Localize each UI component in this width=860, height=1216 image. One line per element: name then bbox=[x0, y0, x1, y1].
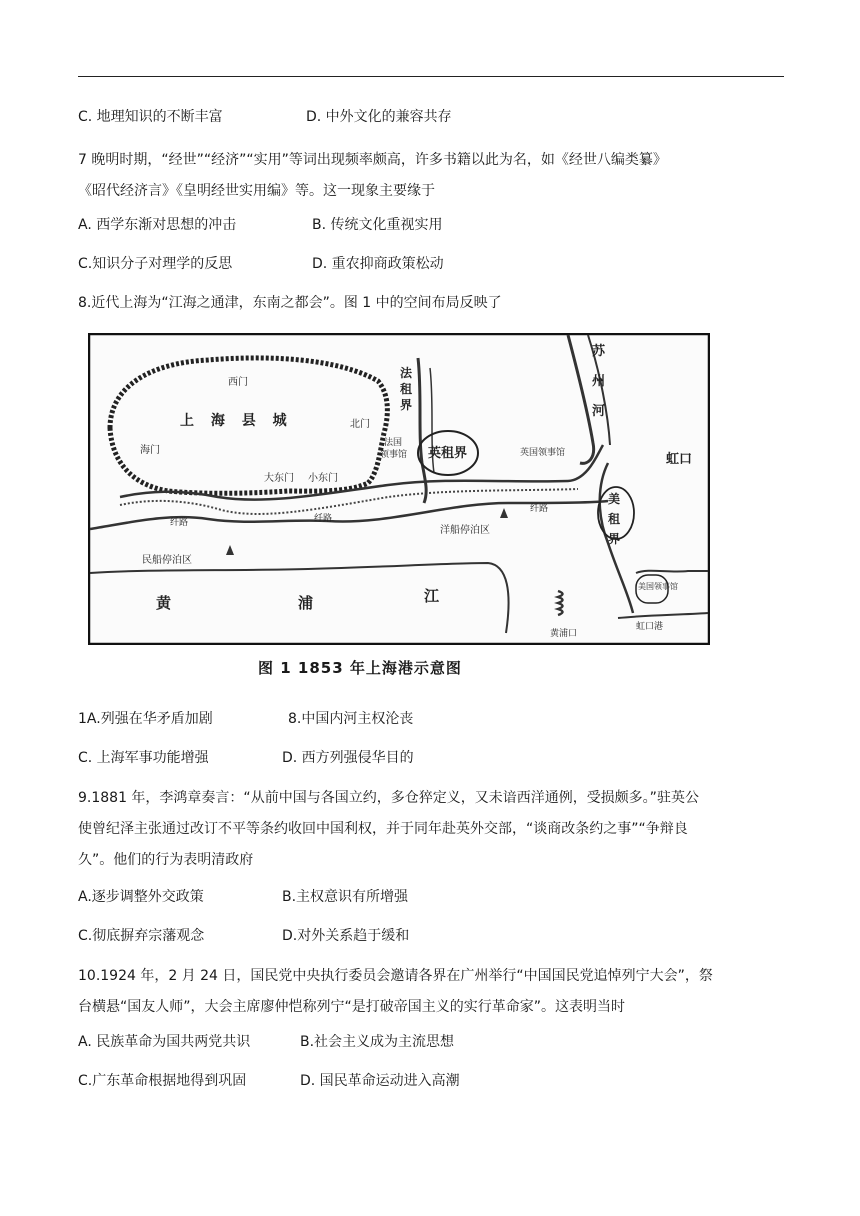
map-label-suzhou-3: 河 bbox=[592, 404, 606, 419]
q9-option-a: A.逐步调整外交政策 bbox=[78, 889, 204, 905]
map-label-mei-3: 界 bbox=[608, 532, 621, 546]
header-rule bbox=[78, 76, 784, 77]
map-label-qianlu-1: 纤路 bbox=[170, 518, 189, 528]
map-label-huangpu-2: 浦 bbox=[298, 594, 314, 612]
map-label-junk-anchorage: 民船停泊区 bbox=[142, 555, 192, 566]
map-label-hongkou: 虹口 bbox=[666, 452, 693, 467]
map-label-mei-1: 美 bbox=[608, 492, 621, 506]
q8-option-d: D. 西方列强侵华目的 bbox=[282, 750, 414, 766]
map-label-beimen: 北门 bbox=[350, 419, 370, 430]
q7-stem-line1: 7 晚明时期，“经世”“经济”“实用”等词出现频率颇高，许多书籍以此为名，如《经世八编类纂》 bbox=[78, 152, 667, 168]
q9-option-d: D.对外关系趋于缓和 bbox=[282, 928, 410, 944]
q8-option-c: C. 上海军事功能增强 bbox=[78, 750, 209, 766]
q7-option-c: C.知识分子对理学的反思 bbox=[78, 256, 233, 272]
shanghai-port-map bbox=[88, 333, 710, 645]
q10-option-b: B.社会主义成为主流思想 bbox=[300, 1034, 455, 1050]
q8-option-b: 8.中国内河主权沦丧 bbox=[288, 711, 414, 727]
map-label-huangpu-3: 江 bbox=[424, 587, 440, 605]
map-label-fa-1: 法 bbox=[400, 366, 413, 380]
map-label-huangpu-1: 黄 bbox=[156, 594, 172, 612]
q10-option-a: A. 民族革命为国共两党共识 bbox=[78, 1034, 251, 1050]
map-label-haimen: 海门 bbox=[140, 445, 160, 456]
q9-option-c: C.彻底摒弃宗藩观念 bbox=[78, 928, 205, 944]
q10-stem-line1: 10.1924 年，2 月 24 日，国民党中央执行委员会邀请各界在广州举行“中国国民党追悼列宁大会”，祭 bbox=[78, 968, 713, 984]
map-label-city: 上 海 县 城 bbox=[180, 413, 293, 429]
map-label-us-consulate: 美国领事馆 bbox=[638, 582, 678, 591]
q10-option-c: C.广东革命根据地得到巩固 bbox=[78, 1073, 247, 1089]
map-label-uk-consulate: 英国领事馆 bbox=[520, 448, 566, 458]
q8-option-a: 1A.列强在华矛盾加剧 bbox=[78, 711, 213, 727]
q6-option-d: D. 中外文化的兼容共存 bbox=[306, 109, 452, 125]
q7-option-a: A. 西学东渐对思想的冲击 bbox=[78, 217, 237, 233]
figure-caption: 图 1 1853 年上海港示意图 bbox=[258, 659, 462, 677]
map-label-qianlu-3: 纤路 bbox=[530, 504, 549, 514]
q9-stem-line3: 久”。他们的行为表明清政府 bbox=[78, 852, 254, 868]
map-label-ximen: 西门 bbox=[228, 377, 248, 388]
q7-stem-line2: 《昭代经济言》《皇明经世实用编》等。这一现象主要缘于 bbox=[78, 183, 435, 199]
q6-option-c: C. 地理知识的不断丰富 bbox=[78, 109, 223, 125]
q8-stem: 8.近代上海为“江海之通津，东南之都会”。图 1 中的空间布局反映了 bbox=[78, 295, 502, 311]
q7-option-b: B. 传统文化重视实用 bbox=[312, 217, 443, 233]
map-label-fr-consulate-1: 法国 bbox=[384, 438, 403, 448]
q10-option-d: D. 国民革命运动进入高潮 bbox=[300, 1073, 460, 1089]
map-label-dadongmen: 大东门 bbox=[264, 473, 294, 484]
map-label-mei-2: 租 bbox=[608, 512, 621, 526]
q9-stem-line2: 使曾纪泽主张通过改订不平等条约收回中国利权，并于同年赴英外交部，“谈商改条约之事”“争辩良 bbox=[78, 821, 688, 837]
map-label-suzhou-1: 苏 bbox=[592, 344, 606, 359]
map-label-xiaodongmen: 小东门 bbox=[308, 473, 338, 484]
q10-stem-line2: 台横悬“国友人师”，大会主席廖仲恺称列宁“是打破帝国主义的实行革命家”。这表明当时 bbox=[78, 999, 626, 1015]
map-label-qianlu-2: 纤路 bbox=[314, 514, 333, 524]
q7-option-d: D. 重农抑商政策松动 bbox=[312, 256, 444, 272]
q9-stem-line1: 9.1881 年，李鸿章奏言：“从前中国与各国立约，多仓猝定义，又未谙西洋通例，受损颇多。”驻英公 bbox=[78, 790, 699, 806]
map-label-suzhou-2: 州 bbox=[592, 374, 606, 389]
q9-option-b: B.主权意识有所增强 bbox=[282, 889, 409, 905]
map-label-fr-consulate-2: 领事馆 bbox=[380, 450, 408, 460]
map-label-ying-concession: 英租界 bbox=[428, 446, 468, 461]
map-label-fa-3: 界 bbox=[400, 398, 413, 412]
map-label-foreign-anchorage: 洋船停泊区 bbox=[440, 525, 490, 536]
map-label-wusong: 黄浦口 bbox=[550, 629, 578, 639]
map-label-fa-2: 租 bbox=[400, 382, 413, 396]
map-label-hongkou-gang: 虹口港 bbox=[636, 622, 664, 632]
